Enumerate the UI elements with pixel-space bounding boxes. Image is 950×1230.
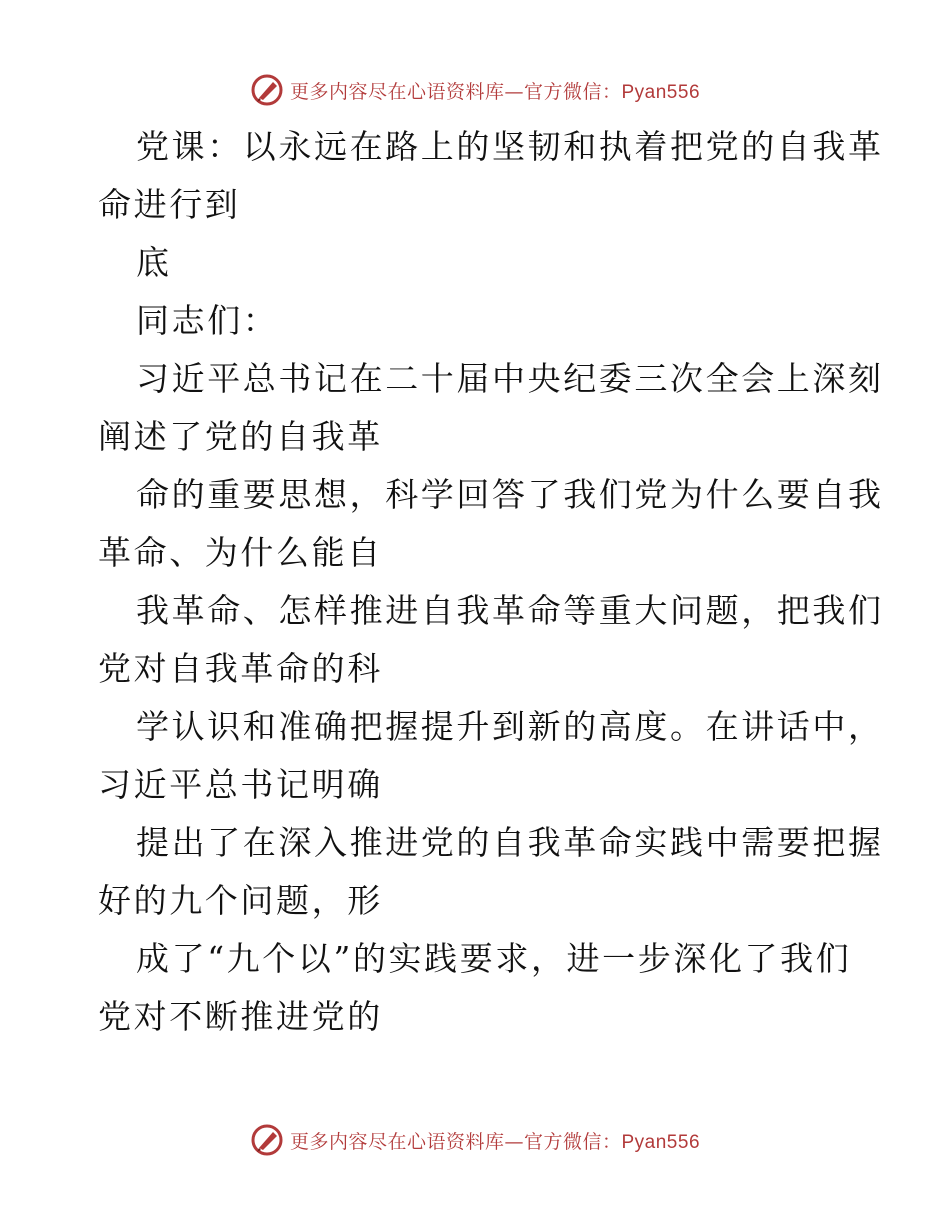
footer-banner [0, 1120, 950, 1160]
paragraph-line: 成了“九个以”的实践要求，进一步深化了我们 [136, 939, 852, 978]
paragraph-line: 党对自我革命的科 [98, 649, 383, 688]
banner-wechat-id: Pyan556 [621, 1131, 701, 1153]
pen-logo-icon [250, 1123, 284, 1157]
paragraph-line: 好的九个问题，形 [98, 881, 383, 920]
paragraph-line: 革命、为什么能自 [98, 533, 383, 572]
paragraph-line: 我革命、怎样推进自我革命等重大问题，把我们 [136, 591, 884, 630]
banner-wechat-id: Pyan556 [621, 81, 701, 103]
paragraph-line: 习近平总书记明确 [98, 765, 383, 804]
document-title-line-1: 党课：以永远在路上的坚韧和执着把党的自我革 [136, 127, 884, 166]
salutation: 同志们： [136, 301, 279, 340]
paragraph-line: 学认识和准确把握提升到新的高度。在讲话中， [136, 707, 884, 746]
document-body [98, 118, 884, 1046]
banner-label: 更多内容尽在心语资料库—官方微信： [289, 80, 622, 103]
paragraph-line: 提出了在深入推进党的自我革命实践中需要把握 [136, 823, 884, 862]
banner-label: 更多内容尽在心语资料库—官方微信： [289, 1130, 622, 1153]
paragraph-line: 习近平总书记在二十届中央纪委三次全会上深刻 [136, 359, 884, 398]
pen-logo-icon [250, 73, 284, 107]
banner-text [290, 1127, 700, 1154]
document-title-line-3: 底 [136, 243, 172, 282]
paragraph-line: 命的重要思想，科学回答了我们党为什么要自我 [136, 475, 884, 514]
paragraph-line: 党对不断推进党的 [98, 997, 383, 1036]
header-banner [0, 70, 950, 110]
banner-text [290, 77, 700, 104]
paragraph-line: 阐述了党的自我革 [98, 417, 383, 456]
document-title-line-2: 命进行到 [98, 185, 241, 224]
